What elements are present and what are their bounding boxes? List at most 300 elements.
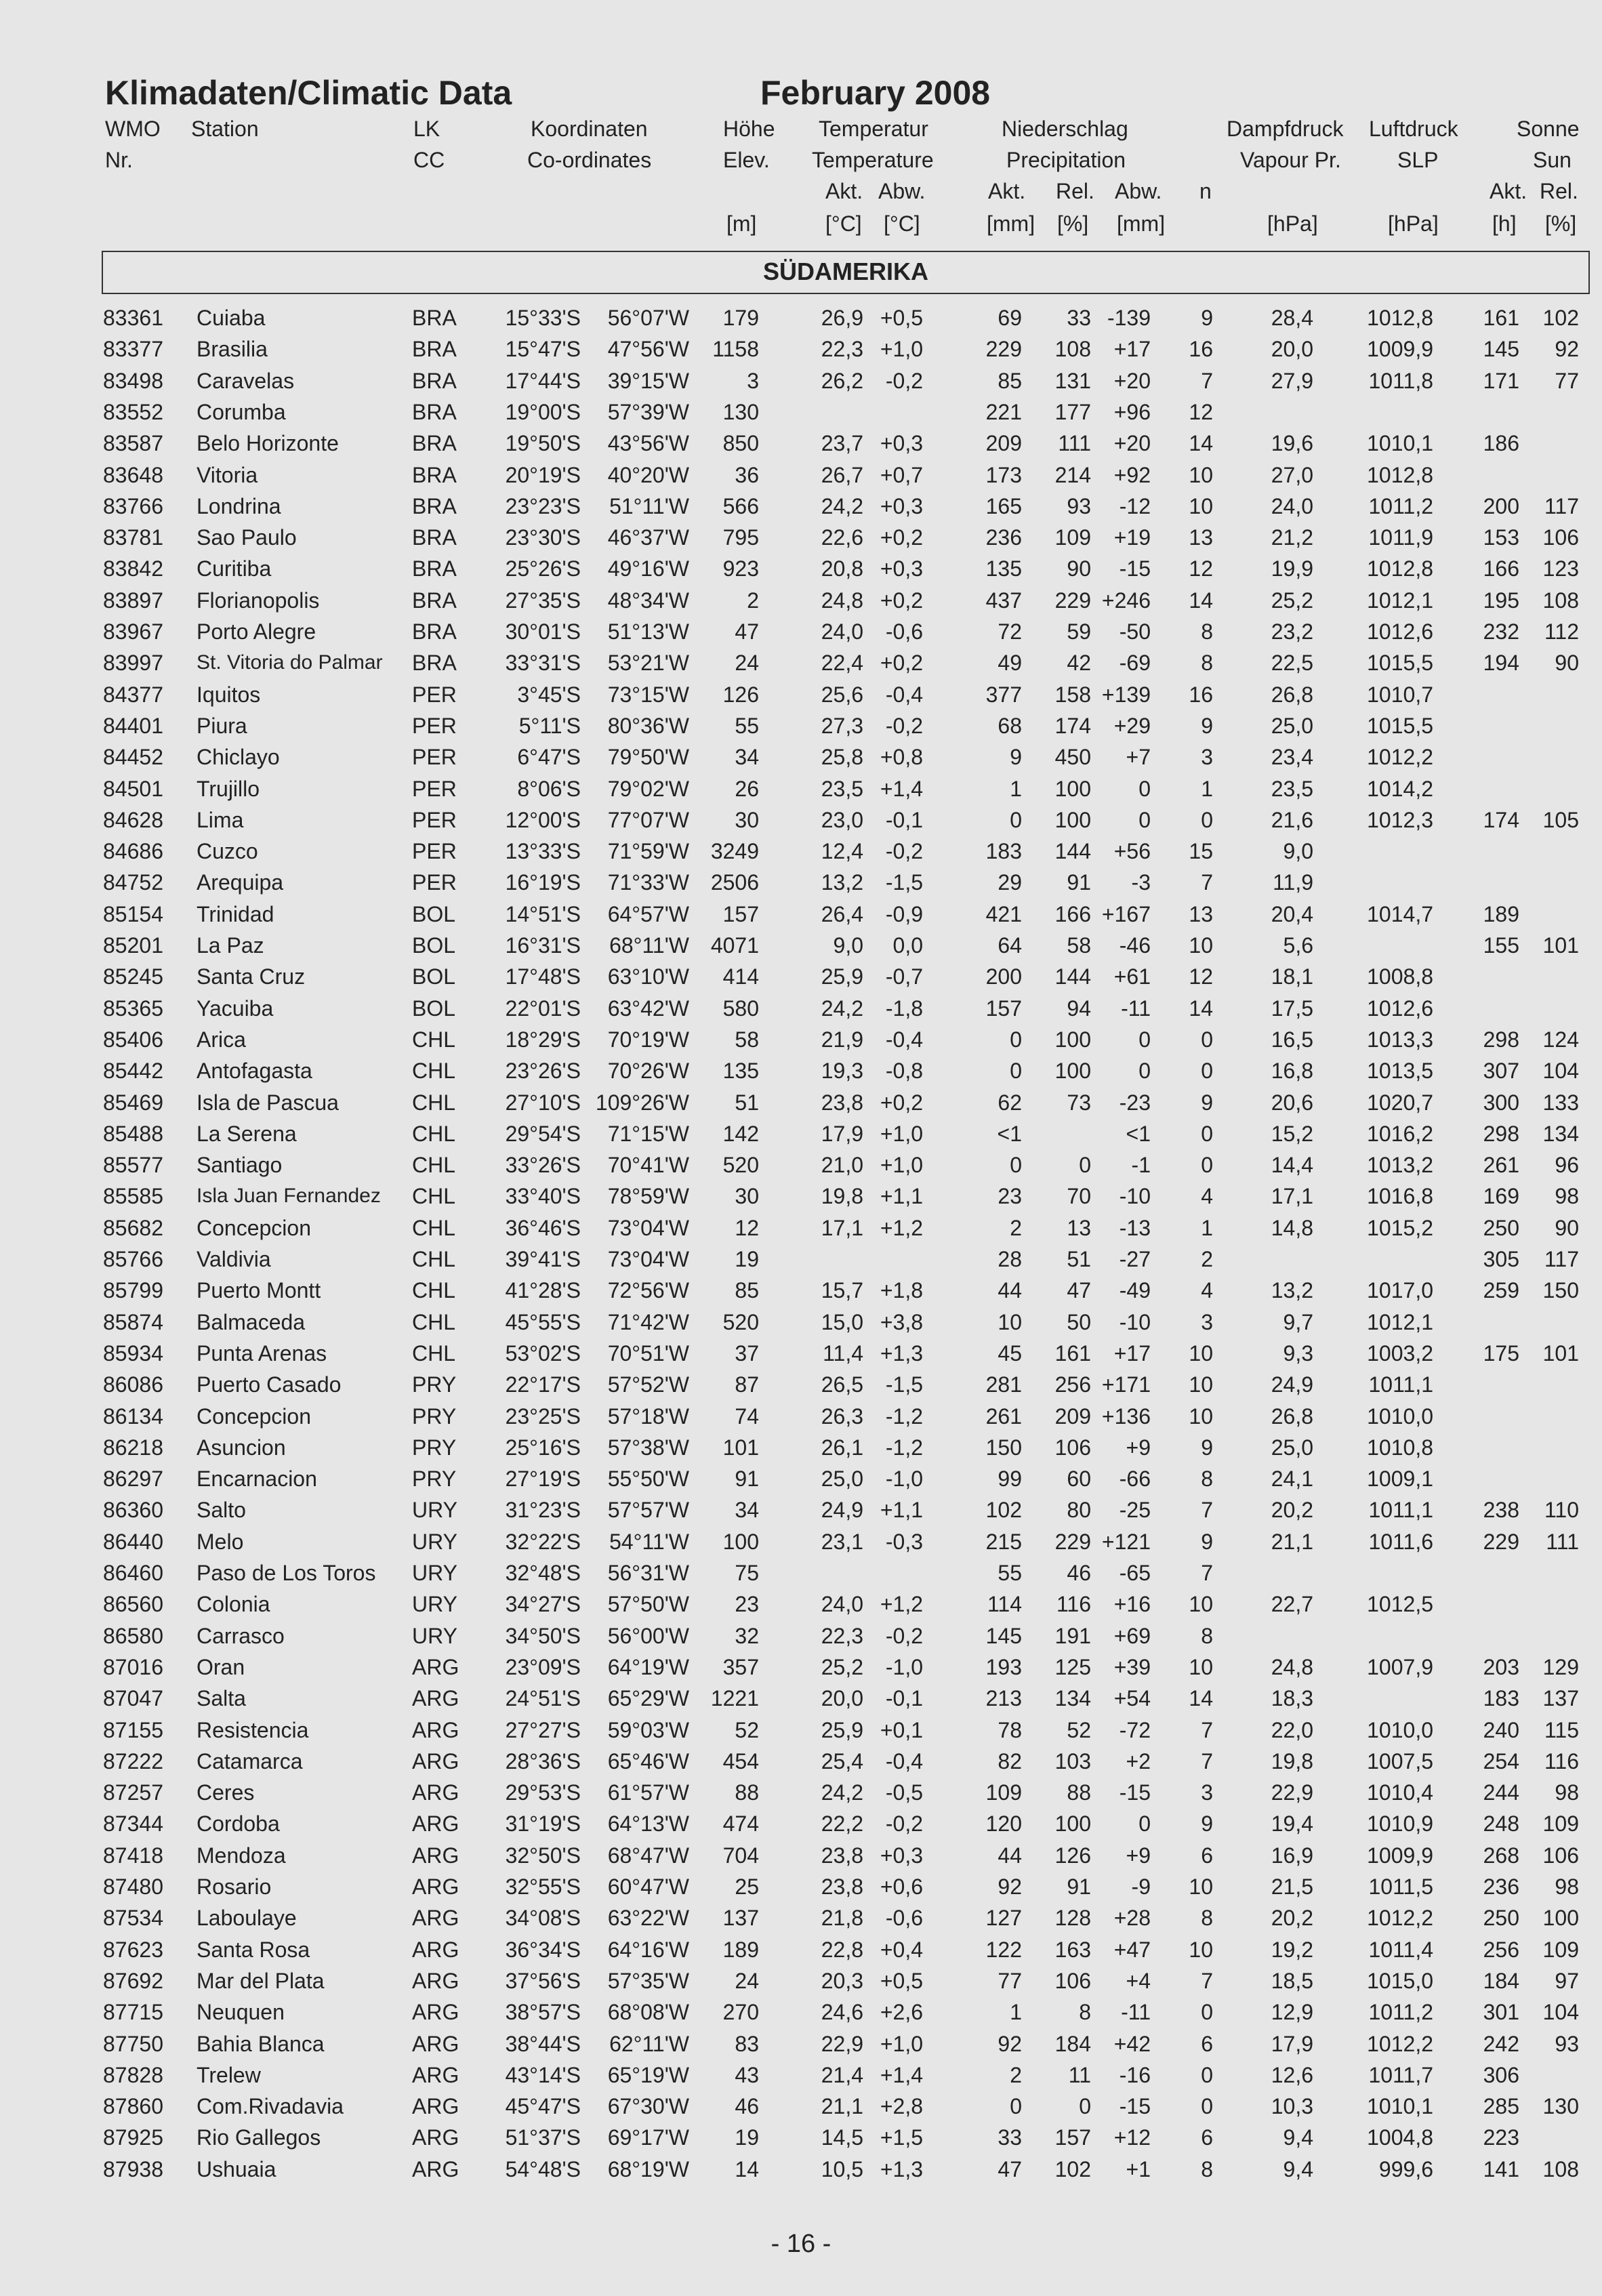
precip-akt-cell: 127	[985, 1906, 1022, 1931]
precip-n-cell: 6	[1201, 2031, 1213, 2056]
latitude-cell: 38°44'S	[505, 2031, 581, 2056]
station-cell: Yacuiba	[197, 996, 274, 1021]
station-cell: St. Vitoria do Palmar	[197, 651, 383, 674]
table-row	[0, 1369, 1602, 1400]
latitude-cell: 15°47'S	[505, 337, 581, 362]
precip-abw-cell: +136	[1101, 1403, 1151, 1429]
slp-cell: 1011,1	[1368, 1498, 1433, 1523]
vapour-cell: 20,0	[1271, 337, 1313, 362]
precip-n-cell: 10	[1189, 1937, 1213, 1962]
precip-abw-cell: +17	[1113, 337, 1151, 362]
longitude-cell: 71°15'W	[607, 1121, 689, 1146]
table-row	[0, 961, 1602, 992]
wmo-cell: 87222	[103, 1748, 163, 1774]
elevation-cell: 3249	[710, 839, 759, 864]
table-row	[0, 585, 1602, 616]
precip-rel-cell: 450	[1054, 745, 1091, 770]
country-cell: ARG	[412, 2031, 459, 2056]
temp-akt-cell: 26,1	[821, 1435, 863, 1460]
latitude-cell: 28°36'S	[505, 1748, 581, 1774]
elevation-cell: 43	[735, 2062, 759, 2087]
precip-akt-cell: 1	[1010, 2000, 1022, 2025]
country-cell: ARG	[412, 2156, 459, 2181]
table-row	[0, 1087, 1602, 1118]
precip-abw-cell: 0	[1138, 1027, 1151, 1052]
slp-cell: 1015,2	[1367, 1215, 1433, 1240]
temp-abw-cell: +0,1	[880, 1717, 923, 1742]
precip-abw-cell: +246	[1101, 588, 1151, 613]
station-cell: Cuzco	[197, 839, 258, 864]
slp-cell: 1011,9	[1368, 525, 1433, 550]
precip-akt-cell: 281	[985, 1372, 1022, 1397]
station-cell: Paso de Los Toros	[197, 1561, 376, 1585]
elevation-cell: 52	[735, 1717, 759, 1742]
wmo-cell: 86218	[103, 1435, 163, 1460]
precip-abw-cell: +20	[1113, 368, 1151, 393]
precip-rel-cell: 144	[1054, 964, 1091, 989]
precip-rel-cell: 134	[1054, 1686, 1091, 1711]
precip-abw-cell: -72	[1119, 1717, 1151, 1742]
country-cell: BOL	[412, 964, 456, 989]
temp-akt-cell: 24,2	[821, 1780, 863, 1805]
station-cell: Melo	[197, 1529, 244, 1554]
precip-akt-cell: 64	[998, 933, 1022, 958]
precip-rel-cell: 73	[1067, 1090, 1091, 1115]
precip-rel-cell: 106	[1054, 1968, 1091, 1993]
precip-abw-cell: -15	[1119, 1780, 1151, 1805]
sun-rel-cell: 106	[1542, 525, 1579, 550]
table-row	[0, 1683, 1602, 1714]
temp-abw-cell: +0,4	[880, 1937, 923, 1962]
temp-akt-cell: 23,8	[821, 1090, 863, 1115]
precip-rel-cell: 94	[1067, 996, 1091, 1021]
station-cell: Colonia	[197, 1592, 270, 1617]
precip-rel-cell: 184	[1054, 2031, 1091, 2056]
longitude-cell: 55°50'W	[607, 1467, 689, 1492]
sun-rel-cell: 134	[1542, 1121, 1579, 1146]
temp-abw-cell: -0,8	[885, 1059, 923, 1084]
longitude-cell: 63°10'W	[607, 964, 689, 989]
temp-abw-cell: +1,3	[880, 1340, 923, 1366]
temp-akt-cell: 25,9	[821, 964, 863, 989]
header-temperature: Temperature	[812, 148, 934, 172]
precip-n-cell: 10	[1189, 1874, 1213, 1899]
latitude-cell: 20°19'S	[505, 462, 581, 487]
wmo-cell: 87257	[103, 1780, 163, 1805]
elevation-cell: 142	[722, 1121, 759, 1146]
slp-cell: 1007,9	[1367, 1654, 1433, 1679]
sun-rel-cell: 101	[1542, 933, 1579, 958]
station-cell: Santa Rosa	[197, 1937, 310, 1962]
temp-abw-cell: +0,2	[880, 525, 923, 550]
temp-akt-cell: 9,0	[833, 933, 863, 958]
temp-akt-cell: 25,2	[821, 1654, 863, 1679]
vapour-cell: 9,0	[1283, 839, 1313, 864]
precip-n-cell: 3	[1201, 745, 1213, 770]
country-cell: CHL	[412, 1059, 456, 1084]
precip-abw-cell: +2	[1126, 1748, 1151, 1774]
precip-akt-cell: 72	[998, 619, 1022, 644]
temp-abw-cell: +1,4	[880, 2062, 923, 2087]
header-niederschlag: Niederschlag	[1002, 117, 1128, 141]
latitude-cell: 24°51'S	[505, 1686, 581, 1711]
precip-akt-cell: 28	[998, 1247, 1022, 1271]
wmo-cell: 83648	[103, 462, 163, 487]
precip-n-cell: 7	[1201, 1968, 1213, 1993]
vapour-cell: 9,7	[1283, 1309, 1313, 1334]
precip-abw-cell: -11	[1121, 996, 1151, 1021]
temp-abw-cell: +1,8	[880, 1278, 923, 1303]
unit-slp: [hPa]	[1388, 211, 1439, 236]
precip-abw-cell: +9	[1126, 1843, 1151, 1868]
latitude-cell: 29°54'S	[505, 1121, 581, 1146]
station-cell: Trujillo	[197, 776, 260, 801]
elevation-cell: 36	[735, 462, 759, 487]
precip-abw-cell: +167	[1101, 901, 1151, 926]
vapour-cell: 23,2	[1271, 619, 1313, 644]
precip-akt-cell: 49	[998, 651, 1022, 676]
precip-n-cell: 12	[1189, 556, 1213, 581]
precip-abw-cell: +19	[1113, 525, 1151, 550]
temp-abw-cell: -0,2	[885, 839, 923, 864]
latitude-cell: 30°01'S	[505, 619, 581, 644]
precip-akt-cell: 122	[985, 1937, 1022, 1962]
sun-akt-cell: 301	[1483, 2000, 1519, 2025]
elevation-cell: 23	[735, 1592, 759, 1617]
temp-akt-cell: 19,3	[821, 1059, 863, 1084]
longitude-cell: 57°39'W	[607, 399, 689, 424]
temp-akt-cell: 14,5	[821, 2125, 863, 2150]
slp-cell: 1011,8	[1368, 368, 1433, 393]
precip-rel-cell: 157	[1054, 2125, 1091, 2150]
country-cell: URY	[412, 1561, 457, 1585]
country-cell: URY	[412, 1498, 457, 1523]
elevation-cell: 74	[735, 1403, 759, 1429]
elevation-cell: 414	[722, 964, 759, 989]
precip-rel-cell: 59	[1067, 619, 1091, 644]
elevation-cell: 58	[735, 1027, 759, 1052]
precip-rel-cell: 42	[1067, 651, 1091, 676]
longitude-cell: 64°16'W	[607, 1937, 689, 1962]
longitude-cell: 57°57'W	[607, 1498, 689, 1523]
precip-akt-cell: 68	[998, 713, 1022, 738]
precip-abw-cell: +56	[1113, 839, 1151, 864]
elevation-cell: 4071	[710, 933, 759, 958]
longitude-cell: 62°11'W	[609, 2031, 689, 2056]
station-cell: Carrasco	[197, 1623, 285, 1648]
wmo-cell: 83361	[103, 306, 163, 330]
precip-n-cell: 15	[1189, 839, 1213, 864]
longitude-cell: 73°04'W	[607, 1247, 689, 1271]
sun-akt-cell: 250	[1483, 1215, 1519, 1240]
slp-cell: 1007,5	[1367, 1748, 1433, 1774]
wmo-cell: 85874	[103, 1309, 163, 1334]
country-cell: CHL	[412, 1184, 456, 1209]
precip-rel-cell: 93	[1067, 493, 1091, 518]
temp-akt-cell: 12,4	[821, 839, 863, 864]
country-cell: BRA	[412, 525, 457, 550]
table-row	[0, 804, 1602, 836]
longitude-cell: 69°17'W	[607, 2125, 689, 2150]
longitude-cell: 43°56'W	[607, 431, 689, 456]
latitude-cell: 45°47'S	[505, 2094, 581, 2119]
precip-akt-cell: 85	[998, 368, 1022, 393]
precip-abw-cell: -10	[1119, 1309, 1151, 1334]
header-nr: Nr.	[105, 148, 133, 172]
latitude-cell: 36°46'S	[505, 1215, 581, 1240]
elevation-cell: 137	[722, 1906, 759, 1931]
precip-n-cell: 16	[1189, 337, 1213, 362]
precip-abw-cell: -139	[1107, 306, 1151, 330]
precip-abw-cell: 0	[1138, 807, 1151, 832]
unit-precip-abw: [mm]	[1117, 211, 1166, 236]
station-cell: Cordoba	[197, 1811, 280, 1837]
temp-akt-cell: 22,8	[821, 1937, 863, 1962]
station-cell: Lima	[197, 807, 244, 832]
vapour-cell: 23,4	[1271, 745, 1313, 770]
elevation-cell: 24	[735, 651, 759, 676]
table-row	[0, 1715, 1602, 1746]
longitude-cell: 80°36'W	[607, 713, 689, 738]
elevation-cell: 270	[722, 2000, 759, 2025]
wmo-cell: 83377	[103, 337, 163, 362]
precip-akt-cell: 2	[1010, 1215, 1022, 1240]
precip-rel-cell: 100	[1054, 776, 1091, 801]
vapour-cell: 18,1	[1271, 964, 1313, 989]
table-row	[0, 2122, 1602, 2153]
elevation-cell: 923	[722, 556, 759, 581]
country-cell: PER	[412, 745, 457, 770]
precip-rel-cell: 91	[1067, 1874, 1091, 1899]
table-row	[0, 1902, 1602, 1933]
wmo-cell: 84686	[103, 839, 163, 864]
temp-akt-cell: 24,2	[821, 996, 863, 1021]
slp-cell: 1013,3	[1367, 1027, 1433, 1052]
slp-cell: 1010,8	[1367, 1435, 1433, 1460]
longitude-cell: 57°18'W	[607, 1403, 689, 1429]
country-cell: URY	[412, 1529, 457, 1554]
precip-n-cell: 8	[1201, 651, 1213, 676]
country-cell: ARG	[412, 1937, 459, 1962]
longitude-cell: 61°57'W	[607, 1780, 689, 1805]
vapour-cell: 19,2	[1271, 1937, 1313, 1962]
elevation-cell: 100	[722, 1529, 759, 1554]
sun-akt-cell: 184	[1483, 1968, 1519, 1993]
precip-n-cell: 0	[1201, 2094, 1213, 2119]
elevation-cell: 135	[722, 1059, 759, 1084]
precip-rel-cell: 191	[1054, 1623, 1091, 1648]
wmo-cell: 87418	[103, 1843, 163, 1868]
table-row	[0, 1338, 1602, 1369]
precip-n-cell: 9	[1201, 1529, 1213, 1554]
latitude-cell: 16°31'S	[505, 933, 581, 958]
precip-akt-cell: 213	[985, 1686, 1022, 1711]
table-row	[0, 1432, 1602, 1463]
precip-akt-cell: 157	[985, 996, 1022, 1021]
country-cell: ARG	[412, 1906, 459, 1931]
vapour-cell: 14,8	[1271, 1215, 1313, 1240]
table-row	[0, 1307, 1602, 1338]
elevation-cell: 704	[722, 1843, 759, 1868]
temp-akt-cell: 24,0	[821, 619, 863, 644]
longitude-cell: 79°02'W	[607, 776, 689, 801]
latitude-cell: 37°56'S	[505, 1968, 581, 1993]
wmo-cell: 87938	[103, 2156, 163, 2181]
precip-n-cell: 0	[1201, 1121, 1213, 1146]
country-cell: BRA	[412, 651, 457, 676]
latitude-cell: 16°19'S	[505, 870, 581, 895]
table-row	[0, 2154, 1602, 2185]
vapour-cell: 26,8	[1271, 682, 1313, 707]
unit-sun-rel: [%]	[1545, 211, 1577, 236]
precip-rel-cell: 163	[1054, 1937, 1091, 1962]
elevation-cell: 37	[735, 1340, 759, 1366]
temp-abw-cell: -1,5	[885, 870, 923, 895]
latitude-cell: 33°26'S	[505, 1153, 581, 1178]
header-elev: Elev.	[723, 148, 770, 172]
temp-abw-cell: +0,2	[880, 1090, 923, 1115]
station-cell: Salto	[197, 1498, 246, 1523]
precip-akt-cell: 0	[1010, 1059, 1022, 1084]
unit-precip-akt: [mm]	[987, 211, 1035, 236]
slp-cell: 1010,0	[1367, 1717, 1433, 1742]
station-cell: Concepcion	[197, 1215, 311, 1240]
precip-abw-cell: -1	[1131, 1153, 1151, 1178]
slp-cell: 1013,5	[1367, 1059, 1433, 1084]
longitude-cell: 65°46'W	[607, 1748, 689, 1774]
longitude-cell: 60°47'W	[607, 1874, 689, 1899]
slp-cell: 1012,1	[1367, 588, 1433, 613]
longitude-cell: 67°30'W	[607, 2094, 689, 2119]
station-cell: Mendoza	[197, 1843, 286, 1868]
precip-akt-cell: 10	[998, 1309, 1022, 1334]
table-row	[0, 396, 1602, 428]
precip-abw-cell: -50	[1119, 619, 1151, 644]
station-cell: Resistencia	[197, 1717, 309, 1742]
table-row	[0, 2059, 1602, 2091]
precip-akt-cell: 120	[985, 1811, 1022, 1837]
precip-n-cell: 13	[1189, 901, 1213, 926]
table-row	[0, 1588, 1602, 1620]
wmo-cell: 83766	[103, 493, 163, 518]
country-cell: PER	[412, 682, 457, 707]
station-cell: Vitoria	[197, 462, 258, 487]
precip-abw-cell: +54	[1113, 1686, 1151, 1711]
sun-akt-cell: 161	[1483, 306, 1519, 330]
precip-n-cell: 3	[1201, 1780, 1213, 1805]
station-cell: Corumba	[197, 399, 286, 424]
temp-abw-cell: +3,8	[880, 1309, 923, 1334]
vapour-cell: 17,9	[1271, 2031, 1313, 2056]
sun-rel-cell: 96	[1555, 1153, 1579, 1178]
slp-cell: 1009,1	[1367, 1467, 1433, 1492]
elevation-cell: 87	[735, 1372, 759, 1397]
precip-akt-cell: 45	[998, 1340, 1022, 1366]
longitude-cell: 51°13'W	[607, 619, 689, 644]
sun-akt-cell: 307	[1483, 1059, 1519, 1084]
longitude-cell: 73°15'W	[607, 682, 689, 707]
precip-akt-cell: 47	[998, 2156, 1022, 2181]
wmo-cell: 85245	[103, 964, 163, 989]
precip-n-cell: 12	[1189, 399, 1213, 424]
header-dampfdruck: Dampfdruck	[1227, 117, 1344, 141]
precip-abw-cell: -10	[1119, 1184, 1151, 1209]
country-cell: CHL	[412, 1247, 456, 1271]
table-row	[0, 899, 1602, 930]
sun-rel-cell: 104	[1542, 2000, 1579, 2025]
table-row	[0, 1808, 1602, 1839]
temp-akt-cell: 17,1	[821, 1215, 863, 1240]
table-row	[0, 1965, 1602, 1996]
precip-abw-cell: 0	[1138, 1811, 1151, 1837]
latitude-cell: 23°23'S	[505, 493, 581, 518]
station-cell: Antofagasta	[197, 1059, 312, 1084]
longitude-cell: 70°19'W	[607, 1027, 689, 1052]
slp-cell: 1004,8	[1367, 2125, 1433, 2150]
longitude-cell: 48°34'W	[607, 588, 689, 613]
slp-cell: 1011,5	[1368, 1874, 1433, 1899]
precip-rel-cell: 128	[1054, 1906, 1091, 1931]
vapour-cell: 22,9	[1271, 1780, 1313, 1805]
temp-akt-cell: 20,3	[821, 1968, 863, 1993]
precip-rel-cell: 0	[1079, 1153, 1091, 1178]
country-cell: ARG	[412, 1686, 459, 1711]
wmo-cell: 85365	[103, 996, 163, 1021]
wmo-cell: 85488	[103, 1121, 163, 1146]
precip-akt-cell: 33	[998, 2125, 1022, 2150]
slp-cell: 1011,2	[1368, 2000, 1433, 2025]
precip-n-cell: 10	[1189, 1372, 1213, 1397]
precip-akt-cell: 109	[985, 1780, 1022, 1805]
wmo-cell: 83498	[103, 368, 163, 393]
temp-akt-cell: 26,9	[821, 306, 863, 330]
sun-rel-cell: 124	[1542, 1027, 1579, 1052]
sun-rel-cell: 129	[1542, 1654, 1579, 1679]
elevation-cell: 566	[722, 493, 759, 518]
temp-abw-cell: +1,2	[880, 1592, 923, 1617]
precip-akt-cell: 229	[985, 337, 1022, 362]
elevation-cell: 19	[735, 2125, 759, 2150]
precip-akt-cell: 215	[985, 1529, 1022, 1554]
table-row	[0, 2091, 1602, 2122]
latitude-cell: 14°51'S	[505, 901, 581, 926]
temp-akt-cell: 22,4	[821, 651, 863, 676]
temp-abw-cell: +0,7	[880, 462, 923, 487]
table-row	[0, 333, 1602, 365]
wmo-cell: 85799	[103, 1278, 163, 1303]
elevation-cell: 2506	[710, 870, 759, 895]
vapour-cell: 9,4	[1283, 2156, 1313, 2181]
header-sonne: Sonne	[1517, 117, 1580, 141]
temp-abw-cell: -0,2	[885, 1811, 923, 1837]
precip-abw-cell: +20	[1113, 431, 1151, 456]
wmo-cell: 86580	[103, 1623, 163, 1648]
precip-n-cell: 7	[1201, 1561, 1213, 1585]
slp-cell: 1012,3	[1367, 807, 1433, 832]
temp-akt-cell: 26,4	[821, 901, 863, 926]
sun-rel-cell: 90	[1555, 1215, 1579, 1240]
precip-n-cell: 9	[1201, 713, 1213, 738]
latitude-cell: 32°48'S	[505, 1561, 581, 1585]
elevation-cell: 12	[735, 1215, 759, 1240]
precip-rel-cell: 158	[1054, 682, 1091, 707]
vapour-cell: 25,2	[1271, 588, 1313, 613]
vapour-cell: 27,0	[1271, 462, 1313, 487]
slp-cell: 1012,6	[1367, 619, 1433, 644]
elevation-cell: 75	[735, 1561, 759, 1585]
table-row	[0, 1494, 1602, 1525]
latitude-cell: 27°35'S	[505, 588, 581, 613]
